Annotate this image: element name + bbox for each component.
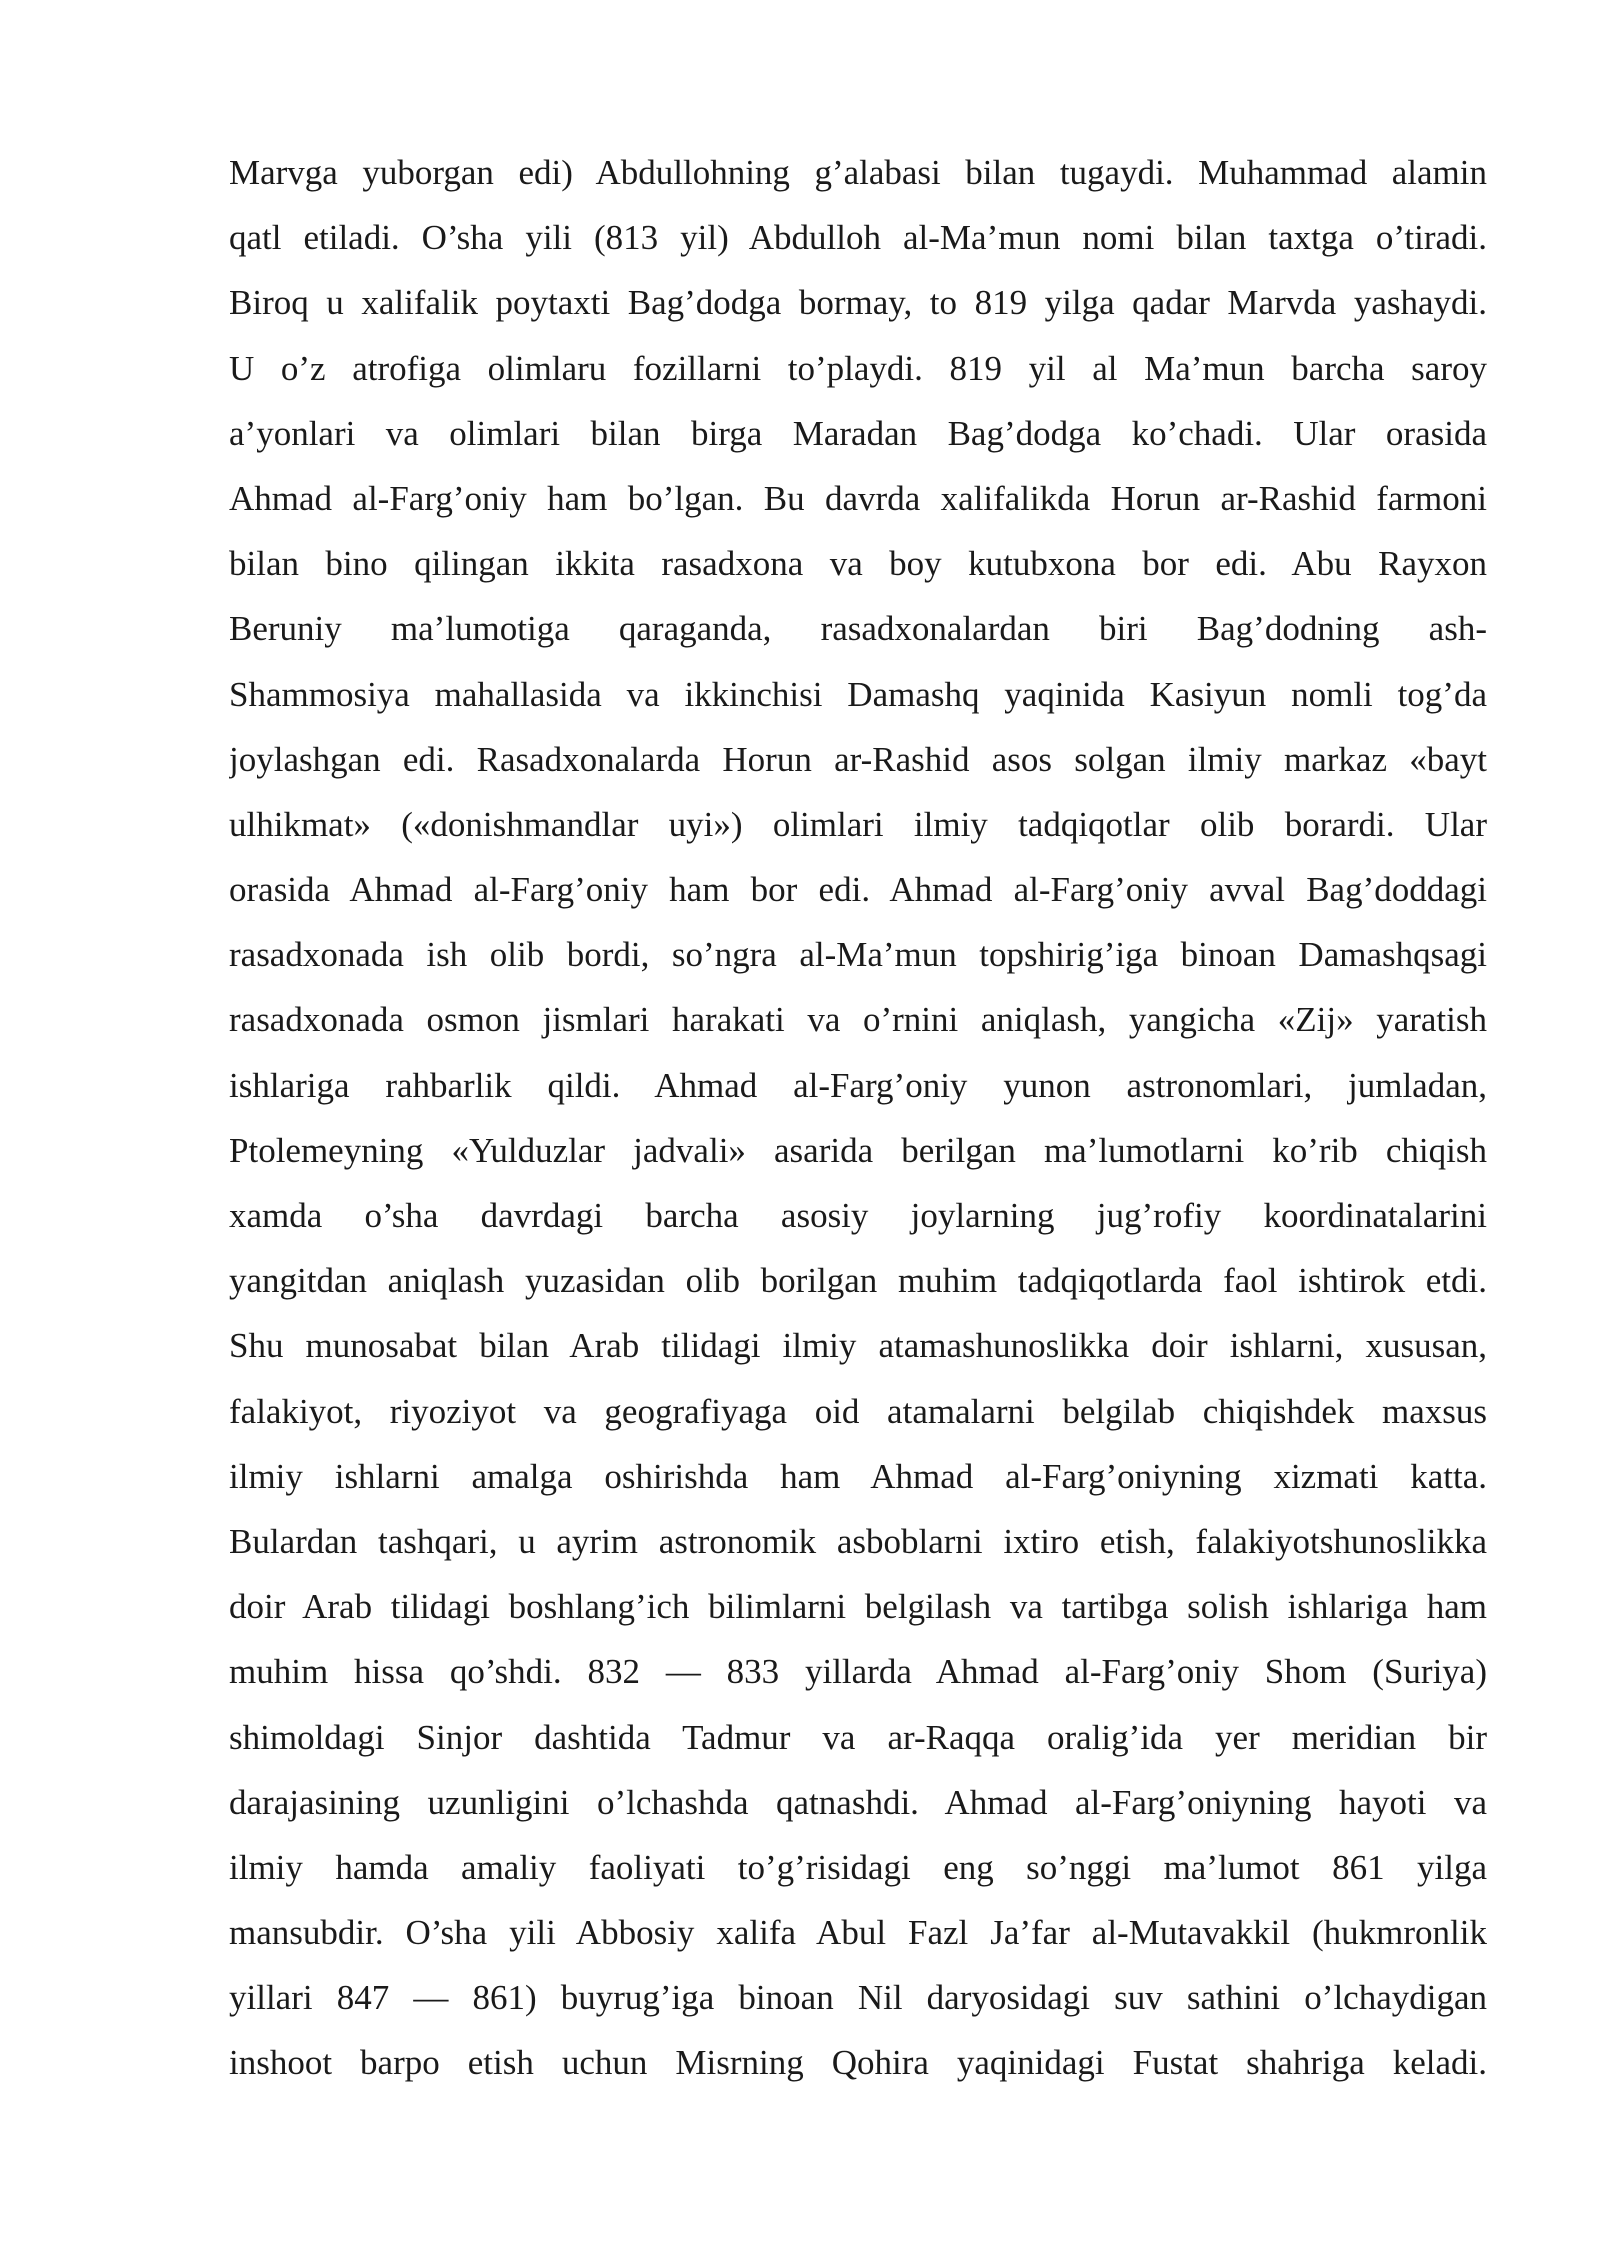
- text-line: Ahmad al-Farg’oniy ham bo’lgan. Bu davrda xalifalikda Horun ar-Rashid farmoni: [229, 478, 1487, 518]
- text-line: ishlariga rahbarlik qildi. Ahmad al-Farg’oniy yunon astronomlari, jumladan,: [229, 1065, 1487, 1105]
- text-line: rasadxonada ish olib bordi, so’ngra al-Ma’mun topshirig’iga binoan Damashqsagi: [229, 935, 1487, 975]
- text-line: Ptolemeyning «Yulduzlar jadvali» asarida berilgan ma’lumotlarni ko’rib chiqish: [229, 1130, 1487, 1170]
- text-line: orasida Ahmad al-Farg’oniy ham bor edi. Ahmad al-Farg’oniy avval Bag’doddagi: [229, 870, 1487, 910]
- text-line: muhim hissa qo’shdi. 832 — 833 yillarda Ahmad al-Farg’oniy Shom (Suriya): [229, 1652, 1487, 1692]
- text-line: mansubdir. O’sha yili Abbosiy xalifa Abul Fazl Ja’far al-Mutavakkil (hukmronlik: [229, 1913, 1487, 1953]
- text-line: U o’z atrofiga olimlaru fozillarni to’playdi. 819 yil al Ma’mun barcha saroy: [229, 348, 1487, 388]
- text-line: Beruniy ma’lumotiga qaraganda, rasadxonalardan biri Bag’dodning ash-: [229, 609, 1487, 649]
- text-line: Marvga yuborgan edi) Abdullohning g’alabasi bilan tugaydi. Muhammad alamin: [229, 153, 1487, 192]
- text-line: rasadxonada osmon jismlari harakati va o’rnini aniqlash, yangicha «Zij» yaratish: [229, 1000, 1487, 1040]
- text-line: Biroq u xalifalik poytaxti Bag’dodga bormay, to 819 yilga qadar Marvda yashaydi.: [229, 283, 1487, 323]
- text-line: falakiyot, riyoziyot va geografiyaga oid atamalarni belgilab chiqishdek maxsus: [229, 1391, 1487, 1431]
- text-line: Bulardan tashqari, u ayrim astronomik asboblarni ixtiro etish, falakiyotshunoslikka: [229, 1521, 1487, 1561]
- text-line: qatl etiladi. O’sha yili (813 yil) Abdulloh al-Ma’mun nomi bilan taxtga o’tiradi.: [229, 218, 1487, 258]
- text-line: joylashgan edi. Rasadxonalarda Horun ar-Rashid asos solgan ilmiy markaz «bayt: [229, 739, 1487, 779]
- text-line: yangitdan aniqlash yuzasidan olib borilgan muhim tadqiqotlarda faol ishtirok etdi.: [229, 1261, 1487, 1301]
- text-line: doir Arab tilidagi boshlang’ich bilimlarni belgilash va tartibga solish ishlariga ham: [229, 1587, 1487, 1627]
- text-line: Shammosiya mahallasida va ikkinchisi Damashq yaqinida Kasiyun nomli tog’da: [229, 674, 1487, 714]
- text-line: yillari 847 — 861) buyrug’iga binoan Nil daryosidagi suv sathini o’lchaydigan: [229, 1978, 1487, 2018]
- text-line: a’yonlari va olimlari bilan birga Maradan Bag’dodga ko’chadi. Ular orasida: [229, 413, 1487, 453]
- body-text: [229, 140, 1487, 2096]
- text-line: bilan bino qilingan ikkita rasadxona va boy kutubxona bor edi. Abu Rayxon: [229, 544, 1487, 584]
- text-line: xamda o’sha davrdagi barcha asosiy joylarning jug’rofiy koordinatalarini: [229, 1196, 1487, 1235]
- text-line: Shu munosabat bilan Arab tilidagi ilmiy atamashunoslikka doir ishlarni, xususan,: [229, 1326, 1487, 1366]
- text-line: darajasining uzunligini o’lchashda qatnashdi. Ahmad al-Farg’oniyning hayoti va: [229, 1782, 1487, 1822]
- text-line: inshoot barpo etish uchun Misrning Qohira yaqinidagi Fustat shahriga keladi.: [229, 2043, 1487, 2083]
- text-line: ulhikmat» («donishmandlar uyi») olimlari ilmiy tadqiqotlar olib borardi. Ular: [229, 804, 1487, 844]
- text-line: shimoldagi Sinjor dashtida Tadmur va ar-Raqqa oralig’ida yer meridian bir: [229, 1717, 1487, 1757]
- text-line: ilmiy hamda amaliy faoliyati to’g’risidagi eng so’nggi ma’lumot 861 yilga: [229, 1847, 1487, 1887]
- text-line: ilmiy ishlarni amalga oshirishda ham Ahmad al-Farg’oniyning xizmati katta.: [229, 1456, 1487, 1496]
